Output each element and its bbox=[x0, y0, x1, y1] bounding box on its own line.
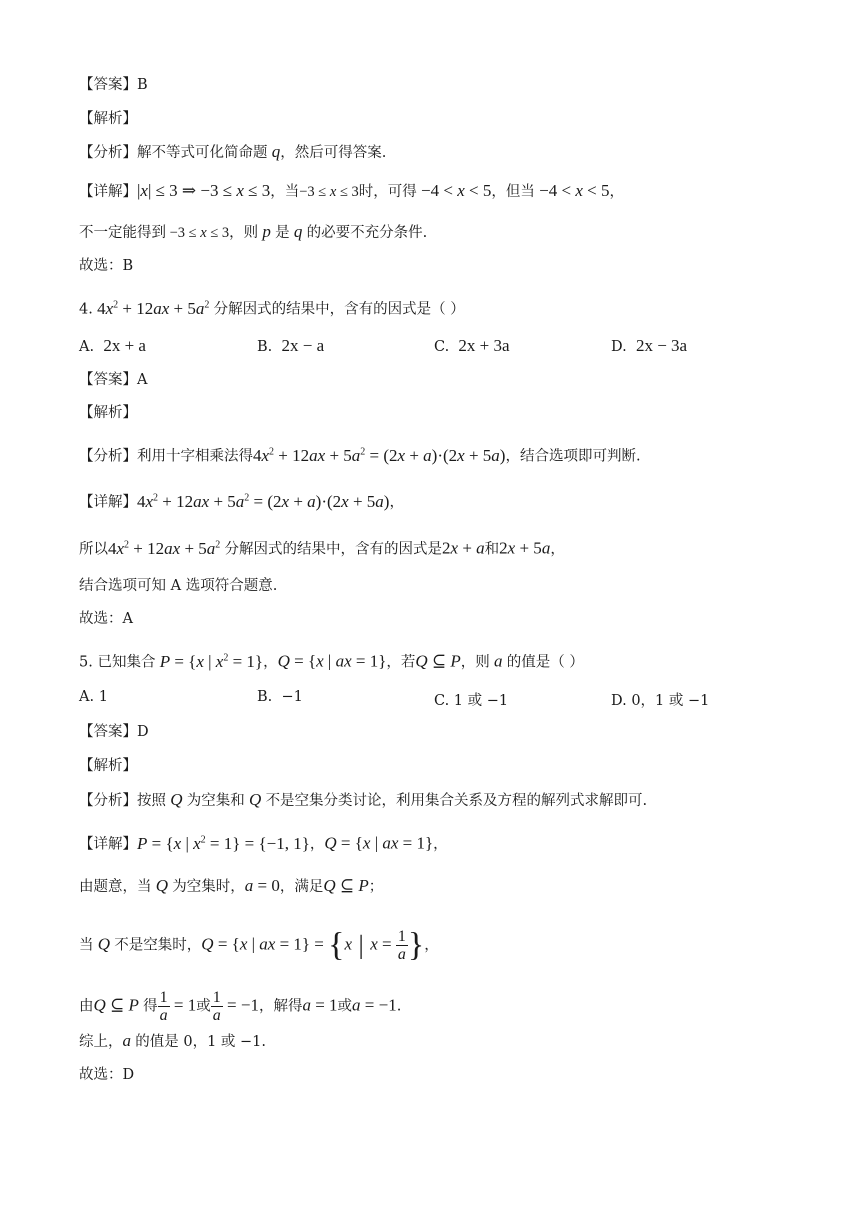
q5-xiangjie: 【详解】P = {x | $x^2 = 1\} = \{-1$, 1}，Q = {x | ax = 1}， bbox=[79, 833, 448, 853]
q5-answer: 【答案】D bbox=[79, 724, 149, 740]
q5-option-c: C. 1 或 −1 bbox=[434, 693, 509, 709]
q4-stem: 4. $4x^2 + 12ax + 5a^2$ 分解因式的结果中，含有的因式是（ ） bbox=[79, 298, 465, 318]
q3-answer: 【答案】B bbox=[79, 77, 148, 93]
q5-tiyi: 由题意，当 Q 为空集时，a = 0，满足Q ⊆ P； bbox=[79, 876, 384, 895]
q5-jiexi: 【解析】 bbox=[79, 758, 137, 774]
q3-fenxi: 【分析】解不等式可化简命题 q，然后可得答案. bbox=[79, 142, 387, 161]
q4-guxuan: 故选：A bbox=[79, 611, 133, 627]
q4-suoyi: 所以$4x^2 + 12ax + 5a^2$ 分解因式的结果中，含有的因式是2x + a和2x + 5a， bbox=[79, 538, 565, 558]
q4-answer: 【答案】A bbox=[79, 372, 148, 388]
q4-xiangjie: 【详解】$4x^2 + 12ax + 5a^2 = (2x + a)\cdot(2x + 5a)$， bbox=[79, 491, 404, 511]
q4-option-c: C. 2x + 3a bbox=[434, 336, 510, 355]
q5-option-a: A. 1 bbox=[79, 689, 108, 705]
q4-jiehe: 结合选项可知 A 选项符合题意. bbox=[79, 578, 278, 594]
q3-guxuan: 故选：B bbox=[79, 258, 134, 274]
q5-bushi: 当 Q 不是空集时，Q = {x | ax = 1} = {x | x = $\frac{1}{a}$ }， bbox=[79, 926, 439, 964]
q4-fenxi: 【分析】利用十字相乘法得$4x^2 + 12ax + 5a^2 = (2x + a)\cdot(2x + 5a)$，结合选项即可判断. bbox=[79, 445, 641, 465]
q5-guxuan: 故选：D bbox=[79, 1067, 135, 1083]
q4-option-d: D. 2x − 3a bbox=[611, 336, 688, 355]
q4-option-b: B. 2x − a bbox=[257, 336, 325, 355]
q5-fenxi: 【分析】按照 Q 为空集和 Q 不是空集分类讨论，利用集合关系及方程的解列式求解即可. bbox=[79, 790, 648, 809]
q3-conclusion: 不一定能得到 −3 ≤ x ≤ 3，则 p 是 q 的必要不充分条件. bbox=[79, 222, 428, 241]
q3-xiangjie: 【详解】|x| ≤ 3 ⇒ −3 ≤ x ≤ 3，当−3 ≤ x ≤ 3时，可得 −4 < x < 5，但当 −4 < x < 5， bbox=[79, 181, 624, 200]
q4-jiexi: 【解析】 bbox=[79, 405, 137, 421]
q5-stem: 5. 已知集合 P = {x | $x^2 = 1$}，Q = {x | ax = 1}，若Q ⊆ P，则 a 的值是（ ） bbox=[79, 651, 584, 671]
q5-option-d: D. 0，1 或 −1 bbox=[611, 693, 710, 709]
q5-you: 由Q ⊆ P 得 $\frac{1}{a}$ = 1或 $\frac{1}{a}$ = −1，解得a = 1或a = −1. bbox=[79, 989, 402, 1024]
q3-jiexi: 【解析】 bbox=[79, 111, 137, 127]
q5-zongshang: 综上，a 的值是 0，1 或 −1. bbox=[79, 1031, 267, 1050]
q5-option-b: B. −1 bbox=[257, 689, 303, 705]
q4-option-a: A. 2x + a bbox=[79, 336, 146, 355]
